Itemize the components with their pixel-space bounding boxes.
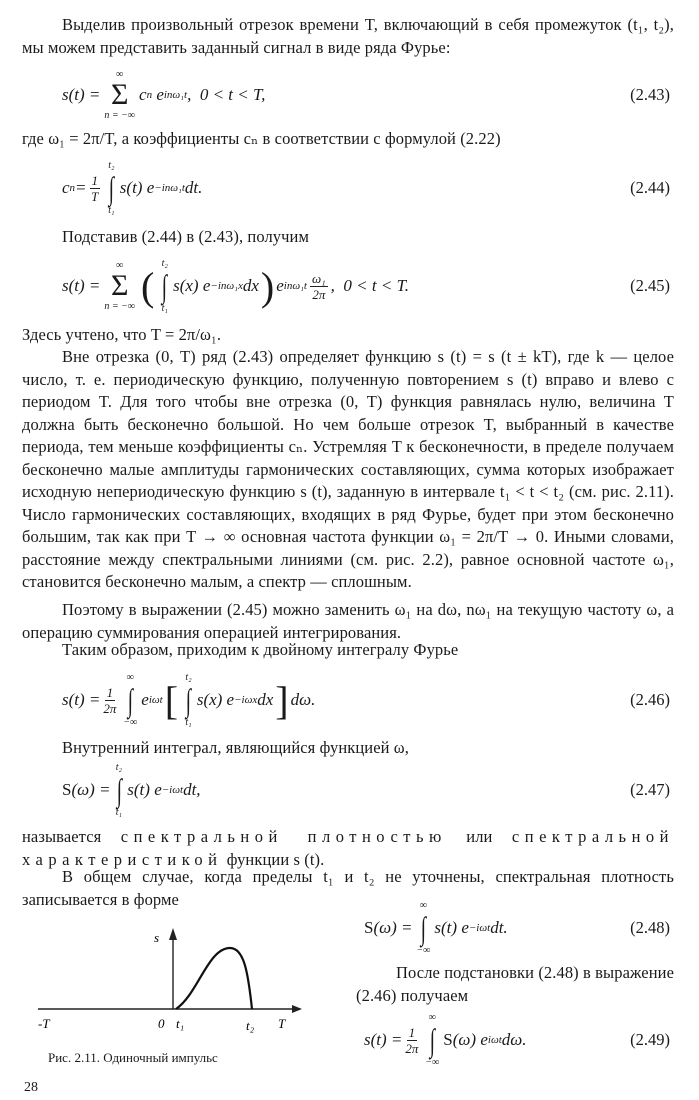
- equation-2-49: s(t) = $\frac{1}{2\pi}$ ∞ ∫ −∞ S (ω) e iωt dω. (2.49): [364, 1012, 670, 1068]
- equation-2-47: S (ω) = t₂ ∫ t₁ s(t) e −iωt dt, (2.47): [62, 762, 670, 818]
- page-number: 28: [24, 1080, 38, 1095]
- figure-single-pulse: [30, 922, 310, 1042]
- paragraph-fourier-series-intro: Выделив произвольный отрезок времени T, включающий в себя промежуток (t₁, t₂), мы можем представить заданный сигнал в виде ряда Фурье:: [22, 15, 674, 57]
- paragraph-outside-interval: Вне отрезка (0, T) ряд (2.43) определяет функцию s (t) = s (t ± kT), где k — целое число, т. е. периодическую функцию, полученную повторением s (t) вправо и влево с периодом T. Для того чтобы вне отрезка (0, T) функция равнялась нулю, величина T должна быть бесконечно большой. Но чем больше отрезок T, выбранный в качестве периода, тем меньше коэффициенты cₙ. Устремляя T к бесконечности, в пределе получаем бесконечно малые амплитуды гармонических составляющих, сумма которых изображает исходную непериодическую функцию s (t), заданную в интервале t₁ < t < t₂ (см. рис. 2.11). Число гармонических составляющих, входящих в ряд Фурье, будет при этом бесконечно большим, так как при T → ∞ основная частота функции ω₁ = 2π/T → 0. Иными словами, расстояние между спектральными линиями (см. рис. 2.2), равное основной частоте ω₁, становится бесконечно малым, а спектр — сплошным.: [22, 347, 674, 591]
- equation-number: (2.43): [630, 85, 670, 104]
- time-axis-arrow-icon: [292, 1005, 302, 1013]
- paragraph-double-integral: Таким образом, приходим к двойному интегралу Фурье: [62, 640, 459, 659]
- paragraph-substitution: Подставив (2.44) в (2.43), получим: [62, 227, 310, 246]
- equation-number: (2.47): [630, 780, 670, 799]
- s-axis-arrow-icon: [169, 928, 177, 940]
- term-spectral-characteristic: спектральной характеристикой: [22, 827, 674, 869]
- paragraph-inner-integral: Внутренний интеграл, являющийся функцией ω,: [62, 738, 409, 757]
- equation-2-48: S (ω) = ∞ ∫ −∞ s(t) e −iωt dt. (2.48): [364, 899, 670, 956]
- tick-label-t: T: [278, 1016, 286, 1031]
- term-spectral-density: спектральной плотностью: [120, 827, 447, 846]
- paragraph-spectral-density: называется спектральной плотностью или спектральной характеристикой функции s (t).: [22, 827, 674, 869]
- paragraph-note: Здесь учтено, что T = 2π/ω₁.: [22, 325, 222, 344]
- axis-label-s: s: [154, 930, 160, 945]
- tick-label-zero: 0: [158, 1016, 165, 1031]
- paragraph-replacement: Поэтому в выражении (2.45) можно заменить ω₁ на dω, nω₁ на текущую частоту ω, а операцию суммирования операцией интегрирования.: [22, 600, 674, 642]
- paragraph-general-case: В общем случае, когда пределы t₁ и t₂ не уточнены, спектральная плотность записывается в форме: [22, 867, 674, 909]
- equation-2-45: s(t) = ∞ Σ n = −∞ ( t₂ ∫ t₁ s(x) e −inω₁x dx ) e inω₁t $\frac{\text{ω₁}}{2\pi}$ , 0 < t < T. (2.45): [62, 258, 670, 314]
- tick-label-t1: t₁: [176, 1016, 185, 1031]
- equation-number: (2.45): [630, 276, 670, 295]
- equation-number: (2.48): [630, 917, 670, 937]
- equation-number: (2.46): [630, 690, 670, 709]
- equation-2-46: s(t) = $\frac{1}{2\pi}$ ∞ ∫ −∞ e iωt [ t₂ ∫ t₁ s(x) e −iωx dx ] dω. (2.46): [62, 672, 670, 728]
- equation-2-43: s(t) = ∞ Σ n = −∞ c n e inω₁t , 0 < t < T, (2.43): [62, 69, 670, 121]
- equation-2-44: c n = $\frac{1}{T}$ t₂ ∫ t₁ s(t) e −inω₁t dt. (2.44): [62, 160, 670, 216]
- paragraph-after-substitution: После подстановки (2.48) в выражение (2.46) получаем: [356, 963, 674, 1005]
- tick-label-t2: t₂: [246, 1018, 255, 1033]
- equation-number: (2.44): [630, 178, 670, 197]
- pulse-curve: [176, 948, 252, 1009]
- figure-caption: Рис. 2.11. Одиночный импульс: [48, 1050, 218, 1065]
- tick-label-minus-t: -T: [38, 1016, 50, 1031]
- paragraph-coefficients: где ω₁ = 2π/T, а коэффициенты cₙ в соответствии с формулой (2.22): [22, 129, 501, 148]
- equation-number: (2.49): [630, 1030, 670, 1049]
